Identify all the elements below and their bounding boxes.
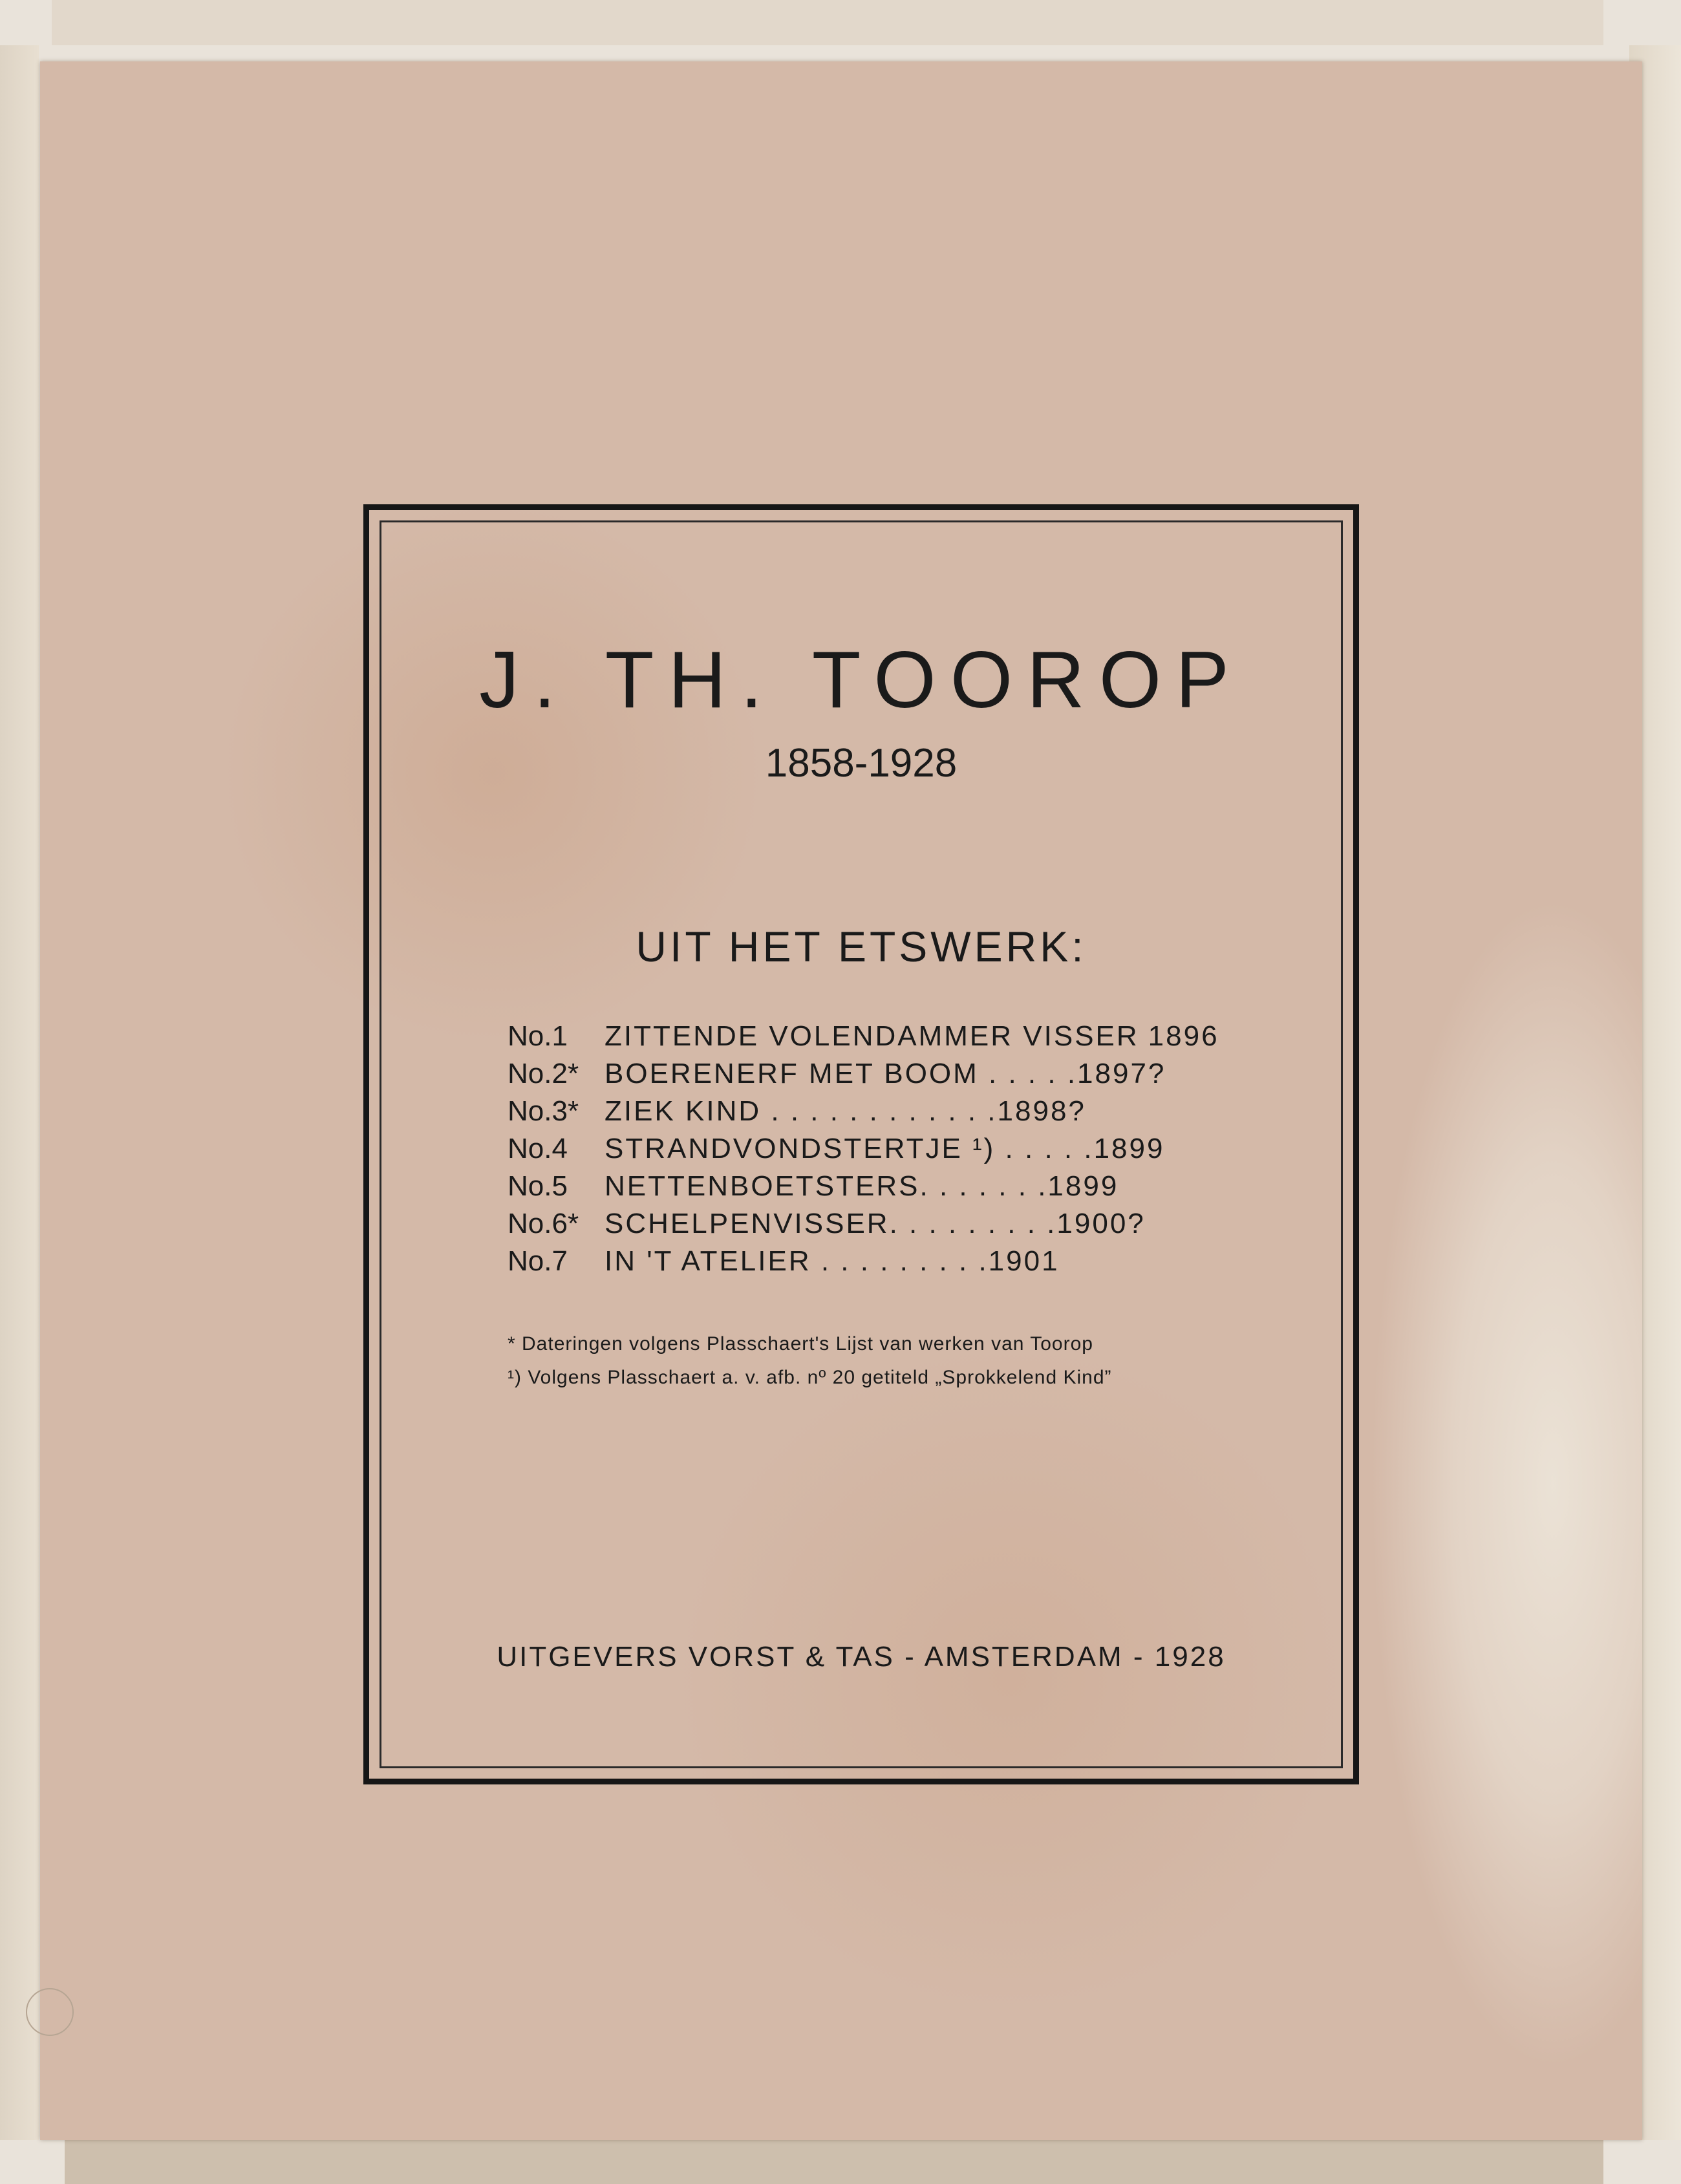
punch-hole-mark xyxy=(26,1988,74,2036)
plate-number: No.2* xyxy=(508,1058,579,1089)
plate-year: 1900? xyxy=(1056,1208,1146,1239)
plate-year: 1901 xyxy=(988,1245,1060,1277)
footnote-asterisk: * Dateringen volgens Plasschaert's Lijst van werken van Toorop xyxy=(508,1333,1093,1354)
plate-title: NETTENBOETSTERS. . . . . . . xyxy=(605,1170,1048,1202)
portfolio-flap-left xyxy=(0,45,39,2140)
plate-number: No.5 xyxy=(508,1170,568,1202)
plate-title: SCHELPENVISSER. . . . . . . . . xyxy=(605,1208,1057,1239)
list-item xyxy=(508,1058,1283,1095)
publisher-line: UITGEVERS VORST & TAS - AMSTERDAM - 1928 xyxy=(497,1641,1226,1673)
plate-year: 1898? xyxy=(997,1095,1086,1127)
plate-title: STRANDVONDSTERTJE ¹) . . . . . xyxy=(605,1133,1094,1164)
background-paper-bottom xyxy=(65,2134,1603,2184)
list-item xyxy=(508,1170,1283,1208)
portfolio-cover xyxy=(40,61,1642,2140)
artist-dates: 1858-1928 xyxy=(765,741,958,786)
list-item xyxy=(508,1095,1283,1133)
list-item xyxy=(508,1245,1283,1283)
page-title: J. TH. TOOROP xyxy=(479,636,1243,725)
plate-number: No.6* xyxy=(508,1208,579,1239)
list-item xyxy=(508,1208,1283,1245)
list-item xyxy=(508,1133,1283,1170)
plate-year: 1896 xyxy=(1148,1020,1219,1052)
plate-year: 1897? xyxy=(1077,1058,1166,1089)
footnote-one: ¹) Volgens Plasschaert a. v. afb. nº 20 getiteld „Sprokkelend Kind” xyxy=(508,1367,1112,1388)
background-paper-top xyxy=(52,0,1603,45)
plate-number: No.4 xyxy=(508,1133,568,1164)
plate-year: 1899 xyxy=(1093,1133,1165,1164)
plate-title: IN 'T ATELIER . . . . . . . . . xyxy=(605,1245,989,1277)
plate-title: ZITTENDE VOLENDAMMER VISSER xyxy=(605,1020,1139,1052)
list-item xyxy=(508,1020,1283,1058)
plate-title: ZIEK KIND . . . . . . . . . . . . xyxy=(605,1095,998,1127)
plate-number: No.7 xyxy=(508,1245,568,1277)
footnotes xyxy=(508,1327,1283,1395)
plate-number: No.3* xyxy=(508,1095,579,1127)
title-frame-inner-rule xyxy=(380,520,1343,1768)
plate-year: 1899 xyxy=(1047,1170,1119,1202)
section-heading: UIT HET ETSWERK: xyxy=(636,923,1087,970)
plate-list xyxy=(508,1020,1283,1283)
plate-title: BOERENERF MET BOOM . . . . . xyxy=(605,1058,1078,1089)
plate-number: No.1 xyxy=(508,1020,568,1052)
title-frame xyxy=(363,504,1359,1784)
